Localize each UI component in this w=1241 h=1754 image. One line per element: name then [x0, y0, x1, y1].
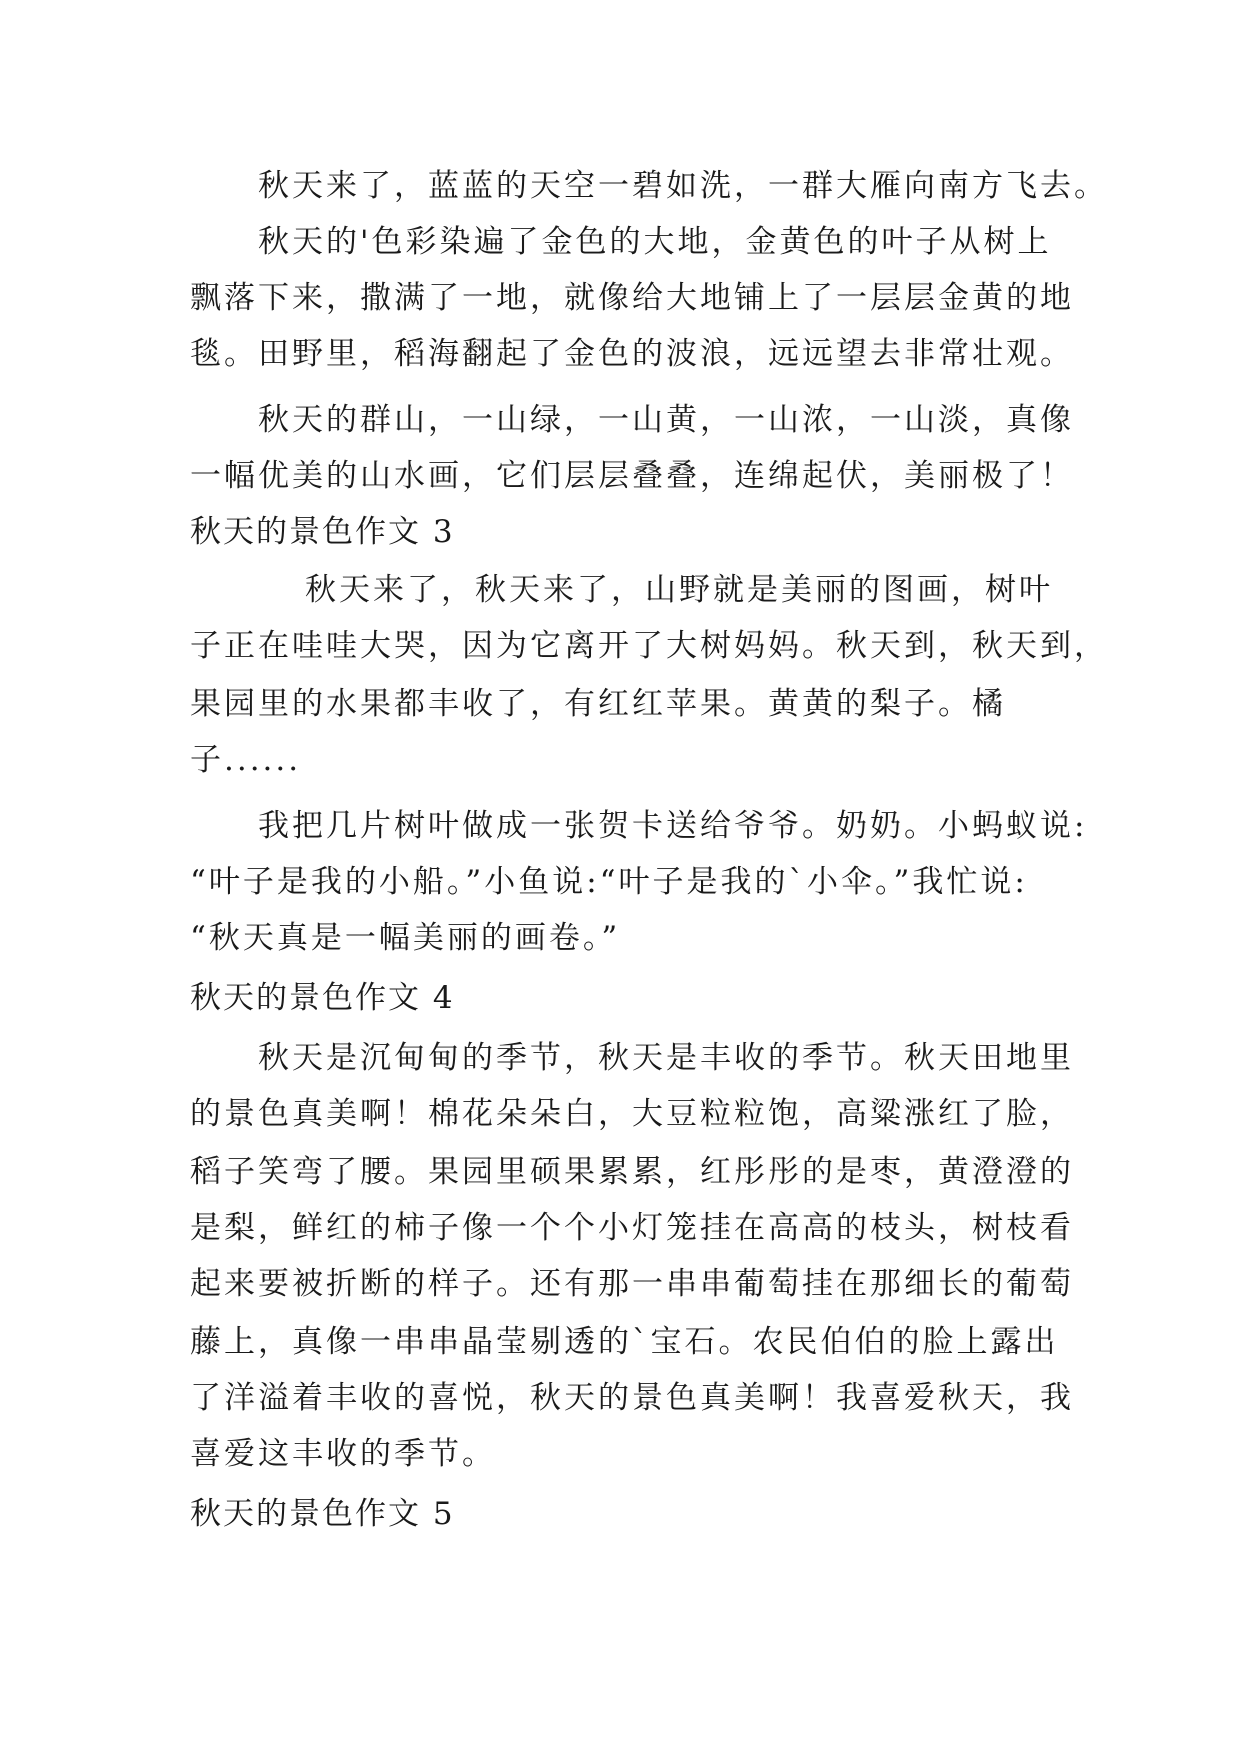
- text-line: 秋天是沉甸甸的季节，秋天是丰收的季节。秋天田地里: [258, 1040, 1074, 1076]
- text-line: 我把几片树叶做成一张贺卡送给爷爷。奶奶。小蚂蚁说:: [258, 808, 1088, 844]
- text-line: 子......: [190, 742, 302, 778]
- text-line: 一幅优美的山水画，它们层层叠叠，连绵起伏，美丽极了！: [190, 458, 1074, 494]
- text-line: 了洋溢着丰收的喜悦，秋天的景色真美啊！我喜爱秋天，我: [190, 1380, 1074, 1416]
- text-line: 秋天的群山，一山绿，一山黄，一山浓，一山淡，真像: [258, 402, 1074, 438]
- text-line: 秋天来了，秋天来了，山野就是美丽的图画，树叶: [305, 572, 1053, 608]
- text-line: 子正在哇哇大哭，因为它离开了大树妈妈。秋天到，秋天到，: [190, 628, 1108, 664]
- section-heading: 秋天的景色作文 5: [190, 1496, 455, 1532]
- text-line: 秋天的'色彩染遍了金色的大地，金黄色的叶子从树上: [258, 224, 1052, 260]
- text-line: 毯。田野里，稻海翻起了金色的波浪，远远望去非常壮观。: [190, 336, 1074, 372]
- text-line: 是梨，鲜红的柿子像一个个小灯笼挂在高高的枝头，树枝看: [190, 1210, 1074, 1246]
- text-line: 稻子笑弯了腰。果园里硕果累累，红彤彤的是枣，黄澄澄的: [190, 1154, 1074, 1190]
- text-line: 喜爱这丰收的季节。: [190, 1436, 496, 1472]
- text-line: “秋天真是一幅美丽的画卷。”: [190, 920, 621, 956]
- text-line: 飘落下来，撒满了一地，就像给大地铺上了一层层金黄的地: [190, 280, 1074, 316]
- text-line: 藤上，真像一串串晶莹剔透的`宝石。农民伯伯的脸上露出: [190, 1324, 1059, 1360]
- section-heading: 秋天的景色作文 4: [190, 980, 455, 1016]
- section-heading: 秋天的景色作文 3: [190, 514, 455, 550]
- text-line: 起来要被折断的样子。还有那一串串葡萄挂在那细长的葡萄: [190, 1266, 1074, 1302]
- text-line: 的景色真美啊！棉花朵朵白，大豆粒粒饱，高粱涨红了脸，: [190, 1096, 1074, 1132]
- text-line: “叶子是我的小船。”小鱼说:“叶子是我的`小伞。”我忙说:: [190, 864, 1028, 900]
- text-line: 果园里的水果都丰收了，有红红苹果。黄黄的梨子。橘: [190, 686, 1006, 722]
- text-line: 秋天来了，蓝蓝的天空一碧如洗，一群大雁向南方飞去。: [258, 168, 1108, 204]
